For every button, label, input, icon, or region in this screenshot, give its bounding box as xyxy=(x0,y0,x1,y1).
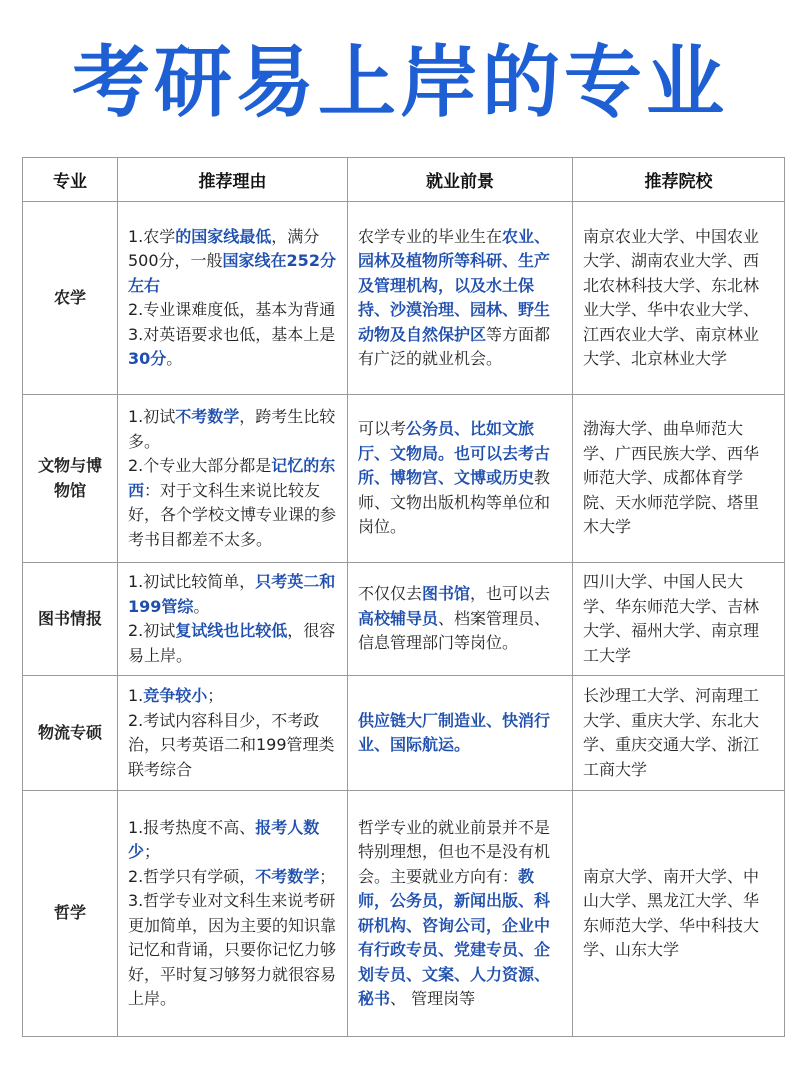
major-cell: 农学 xyxy=(23,202,118,395)
body-text: ，跨考生比较多。 xyxy=(128,407,336,451)
schools-cell: 南京大学、南开大学、中山大学、黑龙江大学、华东师范大学、华中科技大学、山东大学 xyxy=(573,791,785,1037)
major-cell: 物流专硕 xyxy=(23,676,118,791)
header-prospect: 就业前景 xyxy=(348,158,573,202)
highlight-text: 30分 xyxy=(128,349,167,368)
body-text: 不仅仅去 xyxy=(358,584,423,604)
body-text: ； xyxy=(207,686,224,705)
header-major: 专业 xyxy=(23,158,118,202)
body-text: 3.对英语要求也低，基本上是 xyxy=(128,324,336,344)
highlight-text: 报考人数少 xyxy=(128,817,320,861)
reason-cell xyxy=(118,676,348,791)
body-text: 2.个专业大部分都是 xyxy=(128,456,272,475)
highlight-text: 教师，公务员，新闻出版、科研机构、咨询公司，企业中有行政专员、党建专员、企划专员、文案、人力资源、秘书 xyxy=(358,866,551,1008)
highlight-text: 记忆的东西 xyxy=(128,456,336,500)
highlight-text: 的国家线最低 xyxy=(175,226,272,246)
major-cell: 图书情报 xyxy=(23,563,118,676)
body-text: 1.报考热度不高、 xyxy=(128,817,256,837)
highlight-text: 供应链大厂制造业、快消行业、国际航运。 xyxy=(358,710,551,754)
table-row xyxy=(23,395,785,563)
highlight-text: 不考数学 xyxy=(255,866,320,886)
body-text: 2.专业课难度低，基本为背通 xyxy=(128,300,336,319)
body-text: ，也可以去 xyxy=(470,584,551,604)
body-text: 哲学专业的就业前景并不是特别理想，但也不是没有机会。主要就业方向有： xyxy=(358,817,551,886)
body-text: ，很容易上岸。 xyxy=(128,621,336,665)
highlight-text: 农业、园林及植物所等科研、生产及管理机构，以及水土保持、沙漠治理、园林、野生动物及自然保护区 xyxy=(358,226,551,344)
page-title: 考研易上岸的专业 xyxy=(71,38,728,128)
body-text: 教师、文物出版机构等单位和岗位。 xyxy=(358,468,551,537)
header-schools: 推荐院校 xyxy=(573,158,785,202)
body-text: 1.初试比较简单， xyxy=(128,572,256,591)
body-text: 1.农学 xyxy=(128,226,176,246)
highlight-text: 高校辅导员 xyxy=(358,608,439,628)
highlight-text: 只考英二和199管综 xyxy=(128,572,336,616)
highlight-text: 图书馆 xyxy=(422,584,471,604)
schools-cell: 渤海大学、曲阜师范大学、广西民族大学、西华师范大学、成都体育学院、天水师范学院、塔里木大学 xyxy=(573,395,785,563)
prospect-cell xyxy=(348,791,573,1037)
body-text: 2.哲学只有学硕， xyxy=(128,866,256,886)
table-row xyxy=(23,676,785,791)
schools-cell: 长沙理工大学、河南理工大学、重庆大学、东北大学、重庆交通大学、浙江工商大学 xyxy=(573,676,785,791)
body-text: 、档案管理员、信息管理部门等岗位。 xyxy=(358,608,551,653)
body-text: ； xyxy=(144,842,161,861)
reason-cell xyxy=(118,202,348,395)
body-text: 等方面都有广泛的就业机会。 xyxy=(358,324,551,368)
highlight-text: 不考数学 xyxy=(175,407,240,426)
body-text: ； xyxy=(319,866,336,886)
highlight-text: 公务员、比如文旅厅、文物局。也可以去考古所、博物宫、文博或历史 xyxy=(358,419,551,488)
body-text: 2.初试 xyxy=(128,621,176,640)
body-text: ：对于文科生来说比较友好，各个学校文博专业课的参考书目都差不太多。 xyxy=(128,480,337,549)
table-row xyxy=(23,791,785,1037)
reason-cell xyxy=(118,791,348,1037)
body-text: 农学专业的毕业生在 xyxy=(358,226,503,246)
body-text: 2.考试内容科目少，不考政治，只考英语二和199管理类联考综合 xyxy=(128,710,335,779)
reason-cell xyxy=(118,563,348,676)
reason-cell xyxy=(118,395,348,563)
prospect-cell xyxy=(348,676,573,791)
major-cell: 文物与博物馆 xyxy=(23,395,118,563)
highlight-text: 复试线也比较低 xyxy=(175,621,288,640)
table-row xyxy=(23,563,785,676)
majors-table xyxy=(22,157,785,1037)
body-text: 1. xyxy=(128,686,144,705)
body-text: 。 xyxy=(166,349,183,368)
schools-cell: 南京农业大学、中国农业大学、湖南农业大学、西北农林科技大学、东北林业大学、华中农业大学、江西农业大学、南京林业大学、北京林业大学 xyxy=(573,202,785,395)
body-text: 。 xyxy=(193,596,210,616)
table-row xyxy=(23,202,785,395)
prospect-cell xyxy=(348,563,573,676)
header-reason: 推荐理由 xyxy=(118,158,348,202)
prospect-cell xyxy=(348,202,573,395)
body-text: 可以考 xyxy=(358,419,407,439)
body-text: 、 管理岗等 xyxy=(390,989,476,1008)
major-cell: 哲学 xyxy=(23,791,118,1037)
table-header-row xyxy=(23,158,785,202)
prospect-cell xyxy=(348,395,573,563)
body-text: 3.哲学专业对文科生来说考研更加简单，因为主要的知识靠记忆和背诵，只要你记忆力够好，平时复习够努力就很容易上岸。 xyxy=(128,891,337,1008)
body-text: ，满分500分，一般 xyxy=(128,226,320,270)
body-text: 1.初试 xyxy=(128,407,176,426)
highlight-text: 国家线在252分左右 xyxy=(128,251,336,295)
highlight-text: 竞争较小 xyxy=(143,686,208,705)
schools-cell: 四川大学、中国人民大学、华东师范大学、吉林大学、福州大学、南京理工大学 xyxy=(573,563,785,676)
